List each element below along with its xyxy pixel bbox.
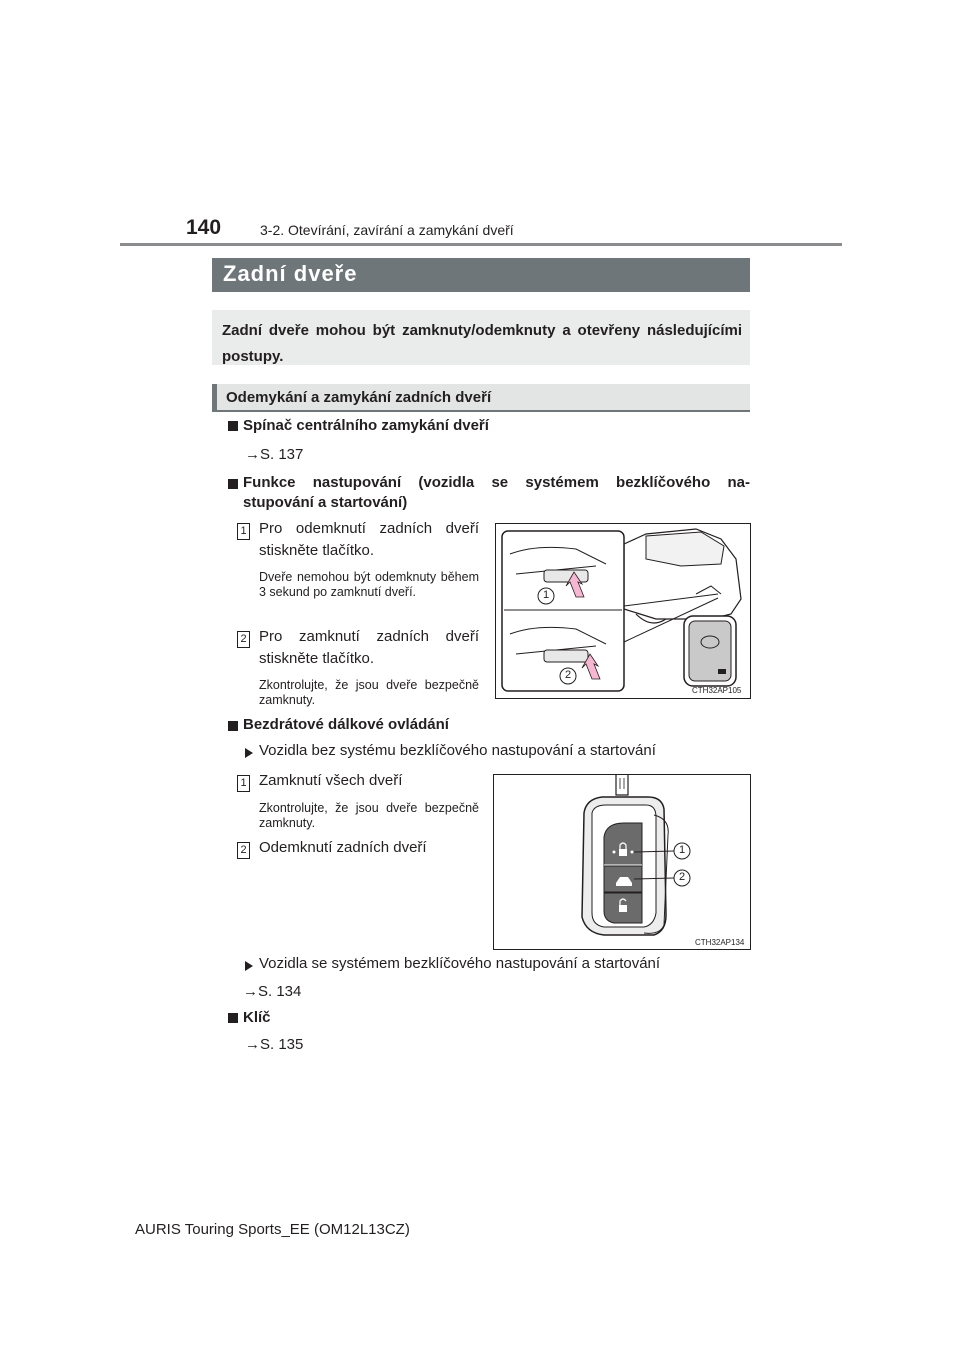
remote-sub-a: Vozidla bez systému bezklíčového nastupování a startování xyxy=(259,742,656,759)
door-handle-illustration xyxy=(496,524,750,698)
step-number-box: 1 xyxy=(237,775,250,792)
intro-text: Zadní dveře mohou být zamknuty/odemknuty a otevřeny následujícími postupy. xyxy=(222,322,742,365)
figure-label-2: 2 xyxy=(564,669,572,681)
item-key-ref: →S. 135 xyxy=(245,1036,304,1053)
entry-step2-note: Zkontrolujte, že jsou dveře bezpečně zamknuty. xyxy=(259,678,479,707)
remote-step2-text: Odemknutí zadních dveří xyxy=(259,839,427,856)
entry-step1-note: Dveře nemohou být odemknuty během 3 sekund po zamknutí dveří. xyxy=(259,570,479,599)
step-number-box: 2 xyxy=(237,631,250,648)
bullet-square xyxy=(228,721,238,731)
subsection-bar xyxy=(212,384,750,412)
triangle-bullet-icon xyxy=(245,961,253,971)
remote-sub-b: Vozidla se systémem bezklíčového nastupování a startování xyxy=(259,955,661,972)
item-entry-heading-line2: stupování a startování) xyxy=(243,494,408,511)
figure-label-2: 2 xyxy=(678,871,686,883)
page-number: 140 xyxy=(186,216,222,239)
remote-step1-note: Zkontrolujte, že jsou dveře bezpečně zamknuty. xyxy=(259,801,479,830)
figure-label-1: 1 xyxy=(678,844,686,856)
bullet-square xyxy=(228,421,238,431)
item-central-heading: Spínač centrálního zamykání dveří xyxy=(243,417,489,434)
item-central-ref: →S. 137 xyxy=(245,446,304,463)
figure-remote-key xyxy=(493,774,751,950)
remote-key-illustration xyxy=(494,775,750,949)
title-bar xyxy=(212,258,750,292)
triangle-bullet-icon xyxy=(245,748,253,758)
page-title: Zadní dveře xyxy=(223,261,358,286)
item-remote-heading: Bezdrátové dálkové ovládání xyxy=(243,716,449,733)
subsection-edge xyxy=(212,384,217,412)
entry-step1-text: Pro odemknutí zadních dveří stiskněte tlačítko. xyxy=(259,520,479,559)
subsection-title: Odemykání a zamykání zadních dveří xyxy=(226,389,492,406)
figure-code: CTH32AP105 xyxy=(692,686,742,695)
remote-sub-b-ref: →S. 134 xyxy=(243,983,302,1000)
remote-step1-text: Zamknutí všech dveří xyxy=(259,772,403,789)
header-rule xyxy=(120,243,842,246)
intro-box xyxy=(212,310,750,365)
figure-door-handle xyxy=(495,523,751,699)
step-number-box: 1 xyxy=(237,523,250,540)
bullet-square xyxy=(228,479,238,489)
figure-label-1: 1 xyxy=(542,589,550,601)
section-breadcrumb: 3-2. Otevírání, zavírání a zamykání dveří xyxy=(260,222,514,238)
bullet-square xyxy=(228,1013,238,1023)
item-entry-heading-line1: Funkce nastupování (vozidla se systémem bezklíčového na- xyxy=(243,474,750,491)
step-number-box: 2 xyxy=(237,842,250,859)
item-key-heading: Klíč xyxy=(243,1009,271,1026)
figure-code: CTH32AP134 xyxy=(695,938,745,947)
entry-step2-text: Pro zamknutí zadních dveří stiskněte tlačítko. xyxy=(259,628,479,667)
footer-model: AURIS Touring Sports_EE (OM12L13CZ) xyxy=(135,1221,410,1238)
